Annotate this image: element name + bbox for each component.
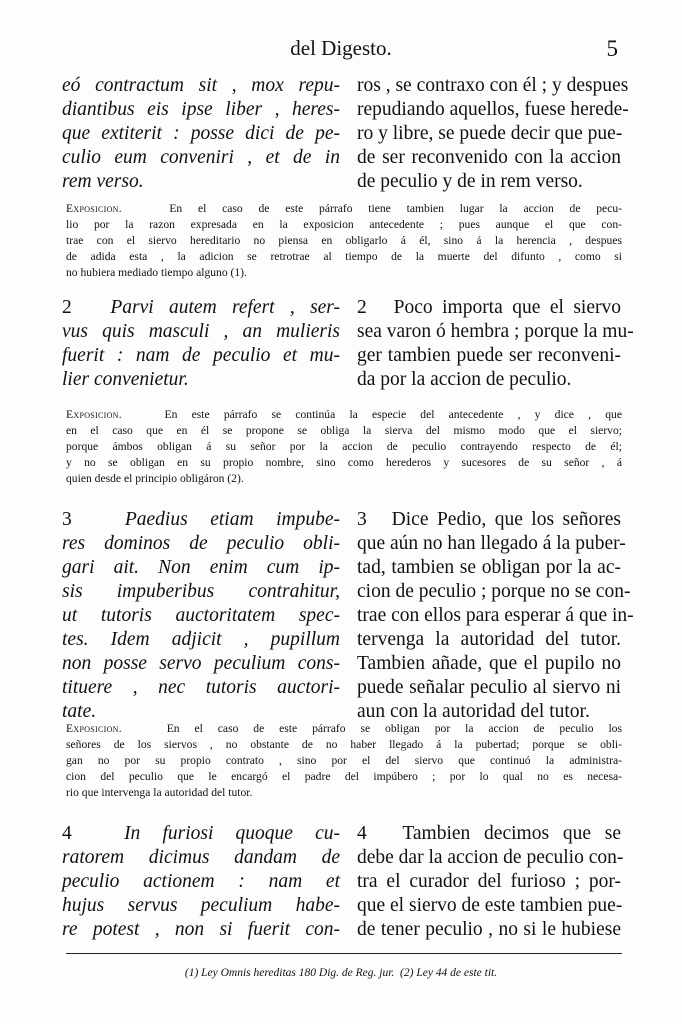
paragraph-number: 4 (62, 823, 72, 844)
latin-line: sis impuberibus contrahitur, (62, 581, 340, 602)
latin-line: rem verso. (62, 171, 144, 192)
latin-text: Parvi autem refert , ser- (110, 297, 341, 318)
exposicion-line: señores de los siervos , no obstante de no haber llegado á la pubertad; porque se obli- (66, 738, 622, 751)
paragraph-number: 2 (62, 297, 72, 318)
exposicion-line: no hubiera mediado tiempo alguno (1). (66, 266, 247, 279)
exposicion-label: Exposicion. (66, 408, 122, 421)
exposicion-1 (66, 201, 622, 281)
spanish-column-1 (357, 74, 629, 194)
spanish-line: sea varon ó hembra ; porque la mu- (357, 321, 634, 342)
latin-line: tituere , nec tutoris auctori- (62, 677, 340, 698)
spanish-text: Poco importa que el siervo (393, 297, 621, 318)
exposicion-2 (66, 407, 622, 487)
spanish-line: que el siervo de este tambien pue- (357, 895, 623, 916)
spanish-line: cion de peculio ; porque no se con- (357, 581, 631, 602)
footnotes (0, 967, 682, 979)
exposicion-line: y no se obligan en su propio nombre, sino como herederos y sucesores de su señor , á (66, 456, 622, 469)
exposicion-text: En el caso de este párrafo tiene tambien lugar la accion de pecu- (169, 202, 622, 215)
running-title: del Digesto. (290, 36, 392, 60)
spanish-column-2 (357, 296, 634, 392)
latin-column-4 (62, 822, 340, 942)
spanish-line: de ser reconvenido con la accion (357, 147, 621, 168)
spanish-line: ro y libre, se puede decir que pue- (357, 123, 623, 144)
latin-line: vus quis masculi , an mulieris (62, 321, 340, 342)
latin-line: eó contractum sit , mox repu- (62, 75, 340, 96)
latin-line: ratorem dicimus dandam de (62, 847, 340, 868)
latin-column-2 (62, 296, 340, 392)
exposicion-line: gan no por su propio contrato , sino por el del siervo que continuó la administra- (66, 754, 622, 767)
spanish-line: que aún no han llegado á la puber- (357, 533, 626, 554)
spanish-column-3 (357, 508, 634, 724)
exposicion-label: Exposicion. (66, 722, 122, 735)
spanish-line: de peculio y de in rem verso. (357, 171, 583, 192)
latin-line: tate. (62, 701, 97, 722)
latin-line: lier convenietur. (62, 369, 189, 390)
spanish-line: tervenga la autoridad del tutor. (357, 629, 621, 650)
paragraph-number: 2 (357, 297, 367, 318)
latin-line: que extiterit : posse dici de pe- (62, 123, 340, 144)
spanish-line: tad, tambien se obligan por la ac- (357, 557, 621, 578)
latin-line: res dominos de peculio obli- (62, 533, 340, 554)
footnote-1: (1) Ley Omnis hereditas 180 Dig. de Reg. jur. (184, 967, 395, 979)
latin-line: fuerit : nam de peculio et mu- (62, 345, 340, 366)
paragraph-number: 3 (357, 509, 367, 530)
spanish-text: Dice Pedio, que los señores (391, 509, 622, 530)
exposicion-text: En el caso de este párrafo se obligan por la accion de peculio los (166, 722, 622, 735)
footnote-2: (2) Ley 44 de este tit. (400, 967, 498, 979)
page-number: 5 (606, 36, 618, 61)
spanish-line: tra el curador del furioso ; por- (357, 871, 621, 892)
latin-column-1 (62, 74, 340, 194)
paragraph-number: 4 (357, 823, 367, 844)
exposicion-3 (66, 721, 622, 801)
spanish-line: puede señalar peculio al siervo ni (357, 677, 621, 698)
latin-column-3 (62, 508, 340, 724)
spanish-line: debe dar la accion de peculio con- (357, 847, 624, 868)
latin-line: re potest , non si fuerit con- (62, 919, 340, 940)
latin-line: hujus servus peculium habe- (62, 895, 340, 916)
page-header (0, 36, 682, 66)
latin-line: culio eum conveniri , et de in (62, 147, 340, 168)
latin-line: peculio actionem : nam et (62, 871, 340, 892)
footnote-divider (66, 953, 622, 954)
exposicion-line: porque ámbos obligan á su señor por la accion de peculio contrayendo respecto de él; (66, 440, 622, 453)
spanish-line: trae con ellos para esperar á que in- (357, 605, 634, 626)
exposicion-line: cion del peculio que le encargó el padre del impúbero ; por lo qual no es necesa- (66, 770, 622, 783)
exposicion-line: trae con el siervo hereditario no piensa en obligarlo á él, sino á la herencia , despues (66, 234, 622, 247)
spanish-line: aun con la autoridad del tutor. (357, 701, 590, 722)
exposicion-line: de adida esta , la adicion se retrotrae al tiempo de la muerte del difunto , como si (66, 250, 622, 263)
latin-line: diantibus eis ipse liber , heres- (62, 99, 340, 120)
exposicion-label: Exposicion. (66, 202, 122, 215)
exposicion-line: rio que intervenga la autoridad del tutor. (66, 786, 253, 799)
latin-line: tes. Idem adjicit , pupillum (62, 629, 340, 650)
latin-text: In furiosi quoque cu- (124, 823, 340, 844)
spanish-line: Tambien añade, que el pupilo no (357, 653, 621, 674)
paragraph-number: 3 (62, 509, 72, 530)
spanish-column-4 (357, 822, 624, 942)
spanish-line: de tener peculio , no si le hubiese (357, 919, 621, 940)
latin-text: Paedius etiam impube- (124, 509, 341, 530)
spanish-line: repudiando aquellos, fuese herede- (357, 99, 629, 120)
spanish-line: ros , se contraxo con él ; y despues (357, 75, 629, 96)
exposicion-line: quien desde el principio obligáron (2). (66, 472, 244, 485)
exposicion-line: en el caso que en él se propone se obliga la sierva del mismo modo que el siervo; (66, 424, 622, 437)
exposicion-text: En este párrafo se continúa la especie del antecedente , y dice , que (164, 408, 622, 421)
exposicion-line: lio por la razon expresada en la exposicion antecedente ; pues aunque el que con- (66, 218, 622, 231)
latin-line: gari ait. Non enim cum ip- (62, 557, 340, 578)
latin-line: ut tutoris auctoritatem spec- (62, 605, 340, 626)
spanish-text: Tambien decimos que se (402, 823, 622, 844)
spanish-line: da por la accion de peculio. (357, 369, 572, 390)
spanish-line: ger tambien puede ser reconveni- (357, 345, 621, 366)
latin-line: non posse servo peculium cons- (62, 653, 340, 674)
